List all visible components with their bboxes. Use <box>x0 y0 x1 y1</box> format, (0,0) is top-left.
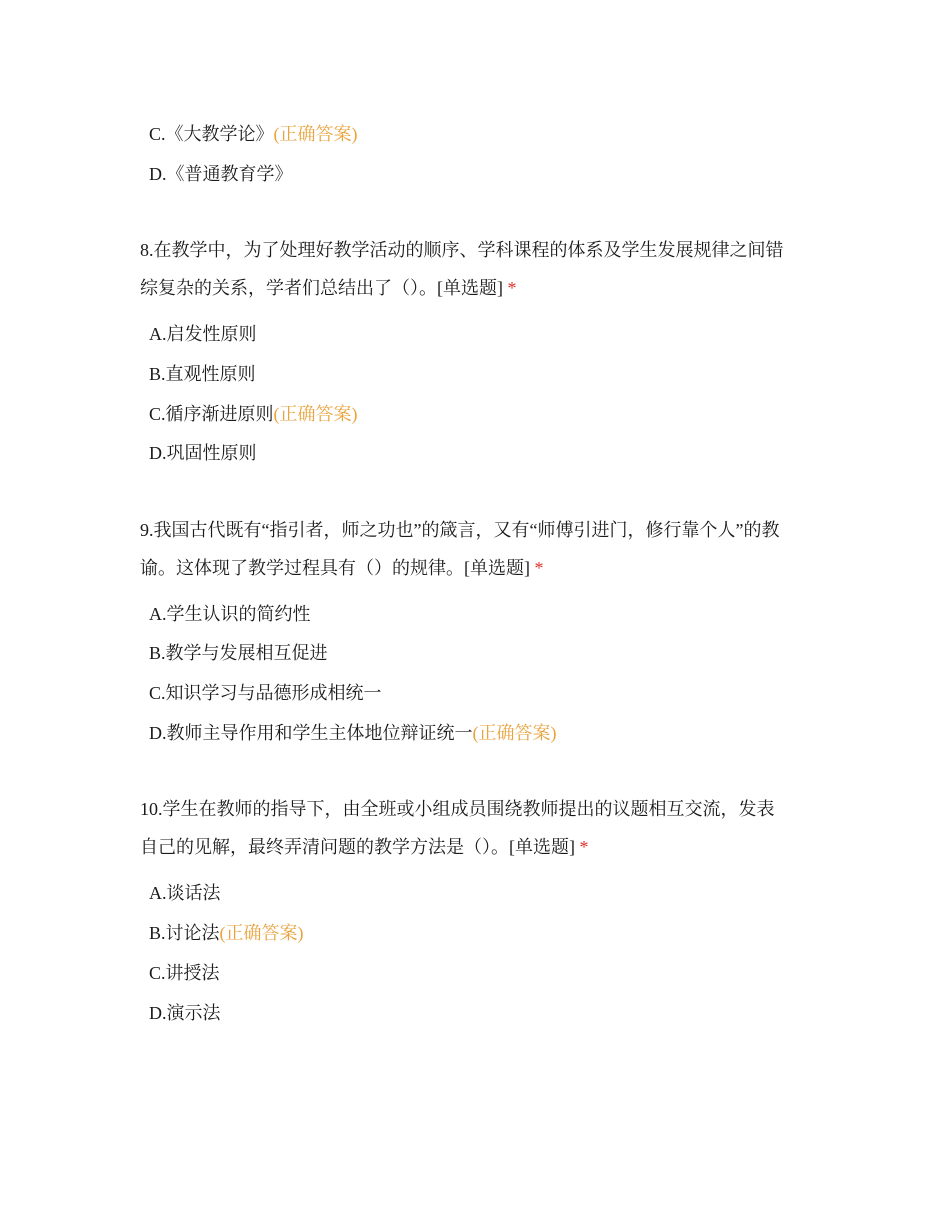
option-text: B.教学与发展相互促进 <box>149 643 328 663</box>
question-10-title <box>140 790 820 866</box>
question-text-line: 9.我国古代既有“指引者，师之功也”的箴言，又有“师傅引进门，修行靠个人”的教 <box>140 520 780 540</box>
option-text: D.巩固性原则 <box>149 443 257 463</box>
option-q10-d[interactable] <box>149 1001 221 1025</box>
option-text: B.讨论法 <box>149 923 220 943</box>
question-text-line: 8.在教学中，为了处理好教学活动的顺序、学科课程的体系及学生发展规律之间错 <box>140 240 784 260</box>
option-q9-c[interactable] <box>149 681 382 705</box>
required-marker: * <box>507 278 517 298</box>
option-prev-c[interactable] <box>149 122 358 146</box>
option-q8-a[interactable] <box>149 322 257 346</box>
option-q8-d[interactable] <box>149 441 257 465</box>
option-q9-b[interactable] <box>149 641 328 665</box>
question-9-title <box>140 511 820 587</box>
option-text: D.《普通教育学》 <box>149 164 293 184</box>
option-prev-d[interactable] <box>149 162 293 186</box>
option-q8-b[interactable] <box>149 362 256 386</box>
question-text-line: 综复杂的关系，学者们总结出了（）。[单选题] * <box>140 278 517 298</box>
option-q10-b[interactable] <box>149 921 304 945</box>
option-text: C.讲授法 <box>149 963 220 983</box>
question-text-line: 自己的见解，最终弄清问题的教学方法是（）。[单选题] * <box>140 837 589 857</box>
option-text: B.直观性原则 <box>149 364 256 384</box>
correct-answer-marker: (正确答案) <box>219 923 304 943</box>
option-text: C.知识学习与品德形成相统一 <box>149 683 382 703</box>
correct-answer-marker: (正确答案) <box>273 404 358 424</box>
option-text: C.《大教学论》 <box>149 124 274 144</box>
required-marker: * <box>579 837 589 857</box>
option-text: A.谈话法 <box>149 883 221 903</box>
option-q10-a[interactable] <box>149 881 221 905</box>
option-q9-d[interactable] <box>149 721 557 745</box>
option-text: C.循序渐进原则 <box>149 404 274 424</box>
option-text: D.演示法 <box>149 1003 221 1023</box>
correct-answer-marker: (正确答案) <box>472 723 557 743</box>
option-q10-c[interactable] <box>149 961 220 985</box>
option-q8-c[interactable] <box>149 402 358 426</box>
question-8-title <box>140 231 820 307</box>
option-text: A.学生认识的简约性 <box>149 604 311 624</box>
question-text-line: 10.学生在教师的指导下，由全班或小组成员围绕教师提出的议题相互交流，发表 <box>140 799 775 819</box>
option-text: A.启发性原则 <box>149 324 257 344</box>
option-q9-a[interactable] <box>149 602 311 626</box>
question-text-line: 谕。这体现了教学过程具有（）的规律。[单选题] * <box>140 558 544 578</box>
required-marker: * <box>534 558 544 578</box>
correct-answer-marker: (正确答案) <box>273 124 358 144</box>
option-text: D.教师主导作用和学生主体地位辩证统一 <box>149 723 473 743</box>
